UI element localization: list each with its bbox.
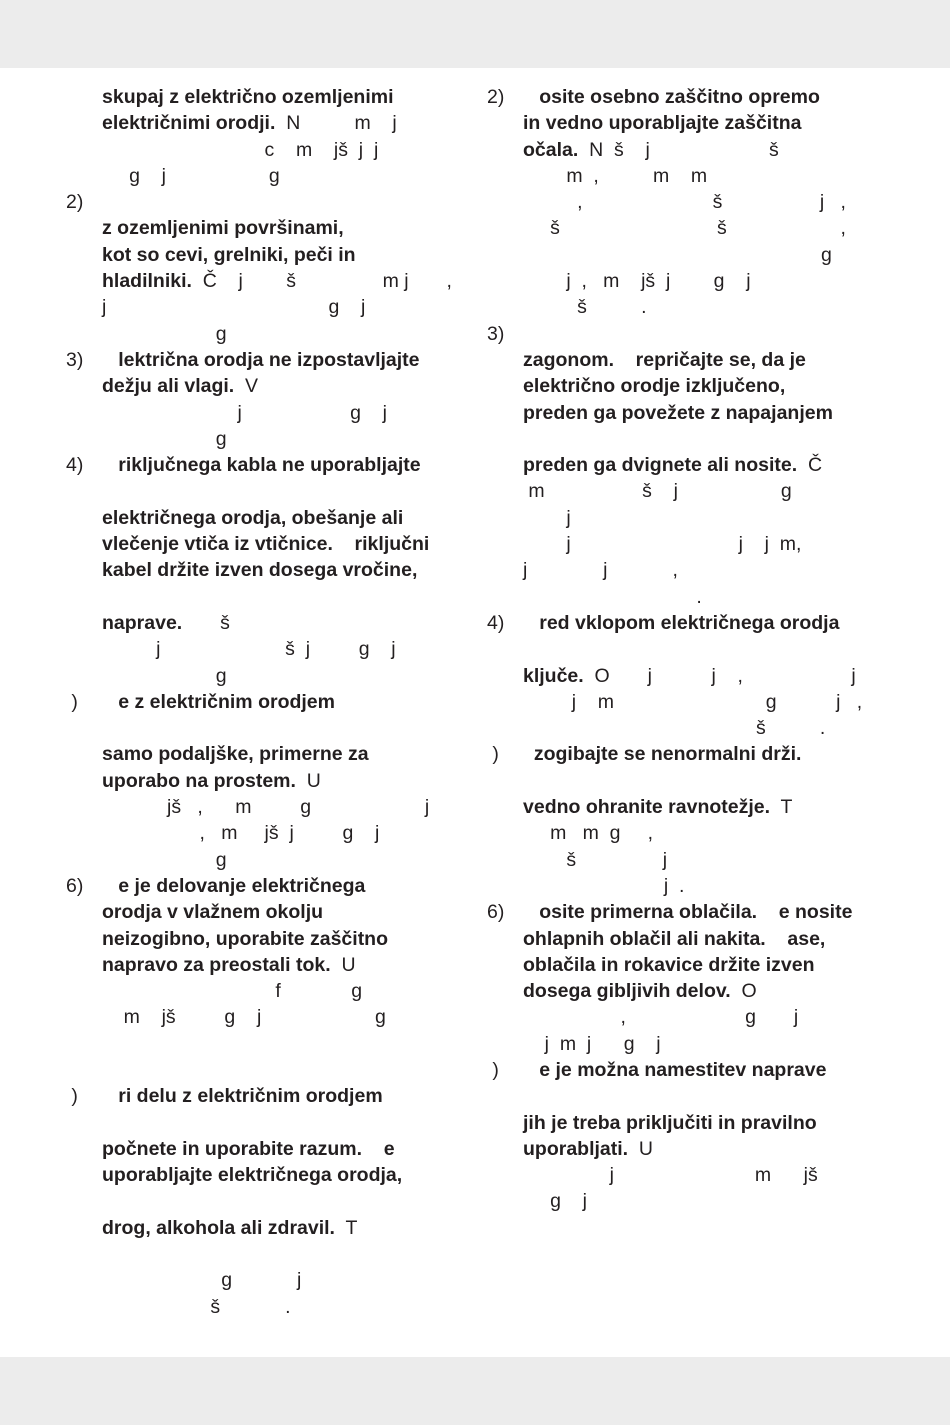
bold-text: lektrična orodja ne izpostavljajte	[102, 348, 420, 371]
text-line	[66, 847, 466, 873]
text-line	[66, 215, 466, 241]
item-number: 2)	[487, 86, 505, 108]
normal-text: N m j	[275, 112, 397, 135]
text-line	[66, 347, 466, 373]
bold-text: dežju ali vlagi.	[102, 375, 235, 398]
text-line	[66, 557, 466, 583]
bold-text: preden ga dvignete ali nosite.	[523, 454, 798, 477]
normal-text: U	[330, 953, 356, 976]
text-line	[487, 452, 897, 478]
normal-text: š j	[523, 848, 668, 871]
text-line	[487, 926, 897, 952]
normal-text: V	[234, 375, 259, 398]
item-number: )	[66, 690, 78, 713]
item-number: 4)	[66, 454, 84, 477]
normal-text: m š j g	[523, 480, 792, 503]
normal-text: j j j m,	[523, 533, 802, 556]
normal-text: jš , m g j	[102, 796, 430, 819]
bold-text: orodja v vlažnem okolju	[102, 901, 324, 924]
text-line	[487, 294, 897, 320]
text-line	[66, 952, 466, 978]
text-line	[487, 794, 897, 820]
bold-text: električnimi orodji.	[102, 112, 276, 135]
right-column	[487, 84, 897, 1215]
bold-text: napravo za preostali tok.	[102, 953, 331, 976]
normal-text: m m g ,	[523, 822, 654, 845]
bold-text: naprave.	[102, 611, 183, 634]
item-number: )	[487, 1058, 499, 1081]
item-number: 6)	[487, 901, 505, 924]
text-line	[487, 163, 897, 189]
normal-text: j , m jš j g j	[523, 270, 751, 293]
bold-text: ohlapnih oblačil ali nakita. ase,	[523, 927, 826, 950]
text-line	[487, 978, 897, 1004]
text-line	[487, 899, 897, 925]
bold-text: zogibajte se nenormalni drži.	[523, 743, 802, 766]
bold-text: samo podaljške, primerne za	[102, 743, 369, 766]
text-line	[487, 689, 897, 715]
bold-text: drog, alkohola ali zdravil.	[102, 1216, 335, 1239]
bold-text: osite primerna oblačila. e nosite	[523, 901, 853, 924]
text-line	[66, 1083, 466, 1109]
bold-text: e je delovanje električnega	[102, 874, 366, 897]
text-line	[487, 400, 897, 426]
bold-text: vlečenje vtiča iz vtičnice. riključni	[102, 533, 430, 556]
text-line	[487, 1057, 897, 1083]
text-line	[487, 636, 897, 662]
bold-text: ri delu z električnim orodjem	[102, 1085, 383, 1108]
text-line	[66, 715, 466, 741]
text-line	[487, 873, 897, 899]
normal-text: š š ,	[523, 217, 846, 240]
bold-text: riključnega kabla ne uporabljajte	[102, 454, 421, 477]
normal-text: j g j	[102, 401, 387, 424]
text-line	[66, 689, 466, 715]
bold-text: uporabljajte električnega orodja,	[102, 1164, 403, 1187]
normal-text: š	[182, 611, 230, 634]
text-line	[487, 373, 897, 399]
text-line	[66, 321, 466, 347]
text-line	[66, 110, 466, 136]
text-line	[487, 847, 897, 873]
normal-text: , m jš j g j	[102, 822, 380, 845]
item-number: 4)	[487, 611, 505, 634]
normal-text: T	[770, 796, 793, 819]
text-line	[66, 452, 466, 478]
normal-text: O j j , j	[583, 664, 856, 687]
text-line	[66, 400, 466, 426]
text-line	[487, 768, 897, 794]
normal-text: j g j	[102, 296, 366, 319]
text-line	[487, 84, 897, 110]
bold-text: in vedno uporabljajte zaščitna	[523, 112, 802, 135]
text-line	[66, 1110, 466, 1136]
text-line	[487, 110, 897, 136]
text-line	[487, 321, 897, 347]
text-line	[66, 1057, 466, 1083]
left-column	[66, 84, 466, 1320]
bold-text: električno orodje izključeno,	[523, 375, 786, 398]
text-line	[66, 1031, 466, 1057]
text-line	[66, 373, 466, 399]
normal-text: T	[334, 1216, 358, 1239]
text-line	[66, 1294, 466, 1320]
bold-text: e je možna namestitev naprave	[523, 1058, 827, 1081]
bold-text: kot so cevi, grelniki, peči in	[102, 243, 356, 266]
normal-text: U	[295, 769, 321, 792]
text-line	[66, 741, 466, 767]
text-line	[487, 1162, 897, 1188]
text-line	[487, 137, 897, 163]
text-line	[66, 1215, 466, 1241]
bold-text: z ozemljenimi površinami,	[102, 217, 344, 240]
normal-text: O	[730, 980, 757, 1003]
text-line	[487, 531, 897, 557]
text-line	[487, 1083, 897, 1109]
normal-text: c m jš j j	[102, 138, 379, 161]
text-line	[66, 242, 466, 268]
text-line	[66, 189, 466, 215]
text-line	[487, 584, 897, 610]
bold-text: oblačila in rokavice držite izven	[523, 953, 815, 976]
bottom-gray-band	[0, 1357, 950, 1425]
normal-text: U	[628, 1137, 654, 1160]
text-line	[66, 1004, 466, 1030]
bold-text: dosega gibljivih delov.	[523, 980, 731, 1003]
text-line	[66, 1136, 466, 1162]
text-line	[66, 1267, 466, 1293]
normal-text: j m g j ,	[523, 690, 863, 713]
normal-text: j .	[523, 874, 685, 897]
text-line	[66, 1241, 466, 1267]
text-line	[66, 768, 466, 794]
text-line	[66, 794, 466, 820]
normal-text: š .	[523, 296, 647, 319]
text-line	[487, 663, 897, 689]
text-line	[487, 1110, 897, 1136]
normal-text: j m j g j	[523, 1032, 661, 1055]
text-line	[66, 584, 466, 610]
normal-text: , g j	[523, 1006, 799, 1029]
normal-text: g	[102, 427, 227, 450]
normal-text: Č j š m j ,	[191, 270, 452, 293]
text-line	[66, 531, 466, 557]
text-line	[487, 1004, 897, 1030]
text-line	[66, 663, 466, 689]
text-line	[66, 163, 466, 189]
text-line	[487, 215, 897, 241]
text-line	[487, 741, 897, 767]
text-line	[487, 715, 897, 741]
text-line	[66, 820, 466, 846]
text-line	[487, 820, 897, 846]
text-line	[487, 1136, 897, 1162]
normal-text: g	[102, 322, 227, 345]
text-line	[66, 137, 466, 163]
text-line	[487, 505, 897, 531]
bold-text: osite osebno zaščitno opremo	[523, 86, 820, 108]
normal-text: g	[523, 243, 832, 266]
bold-text: uporabljati.	[523, 1137, 629, 1160]
bold-text: skupaj z električno ozemljenimi	[102, 86, 394, 108]
bold-text: ključe.	[523, 664, 584, 687]
normal-text: N š j š	[578, 138, 779, 161]
text-line	[487, 952, 897, 978]
normal-text: Č	[797, 454, 823, 477]
normal-text: g j	[523, 1190, 587, 1213]
bold-text: vedno ohranite ravnotežje.	[523, 796, 771, 819]
text-line	[66, 268, 466, 294]
bold-text: uporabo na prostem.	[102, 769, 296, 792]
text-line	[487, 242, 897, 268]
text-line	[487, 268, 897, 294]
normal-text: j j ,	[523, 559, 678, 582]
bold-text: kabel držite izven dosega vročine,	[102, 559, 418, 582]
item-number: )	[487, 743, 499, 766]
normal-text: g j	[102, 1269, 302, 1292]
text-line	[66, 426, 466, 452]
normal-text: g	[102, 664, 227, 687]
bold-text: jih je treba priključiti in pravilno	[523, 1111, 817, 1134]
text-line	[487, 347, 897, 373]
normal-text: j m jš	[523, 1164, 818, 1187]
text-line	[487, 189, 897, 215]
text-line	[66, 610, 466, 636]
bold-text: električnega orodja, obešanje ali	[102, 506, 404, 529]
item-number: 2)	[66, 191, 84, 214]
bold-text: hladilniki.	[102, 270, 192, 293]
text-line	[66, 873, 466, 899]
normal-text: š .	[523, 717, 826, 740]
text-line	[487, 426, 897, 452]
text-line	[66, 294, 466, 320]
text-line	[487, 557, 897, 583]
bold-text: počnete in uporabite razum. e	[102, 1137, 395, 1160]
normal-text: j š j g j	[102, 638, 396, 661]
item-number: 3)	[487, 322, 505, 345]
text-line	[66, 636, 466, 662]
text-line	[66, 926, 466, 952]
normal-text: j	[523, 506, 571, 529]
item-number: )	[66, 1085, 78, 1108]
normal-text: , š j ,	[523, 191, 846, 214]
normal-text: .	[523, 585, 702, 608]
normal-text: f g	[102, 980, 363, 1003]
item-number: 6)	[66, 874, 84, 897]
bold-text: e z električnim orodjem	[102, 690, 335, 713]
normal-text: š .	[102, 1295, 291, 1318]
text-line	[66, 84, 466, 110]
bold-text: neizogibno, uporabite zaščitno	[102, 927, 389, 950]
item-number: 3)	[66, 348, 84, 371]
text-line	[487, 610, 897, 636]
text-line	[66, 899, 466, 925]
normal-text: g	[102, 848, 227, 871]
bold-text: red vklopom električnega orodja	[523, 611, 840, 634]
bold-text: zagonom. repričajte se, da je	[523, 348, 806, 371]
top-gray-band	[0, 0, 950, 68]
text-line	[66, 1188, 466, 1214]
normal-text: m jš g j g	[102, 1006, 386, 1029]
text-line	[66, 478, 466, 504]
bold-text: očala.	[523, 138, 579, 161]
normal-text: m , m m	[523, 164, 708, 187]
text-line	[487, 478, 897, 504]
text-line	[66, 1162, 466, 1188]
normal-text: g j g	[102, 164, 280, 187]
text-line	[487, 1188, 897, 1214]
text-line	[66, 505, 466, 531]
bold-text: preden ga povežete z napajanjem	[523, 401, 833, 424]
text-line	[487, 1031, 897, 1057]
text-line	[66, 978, 466, 1004]
